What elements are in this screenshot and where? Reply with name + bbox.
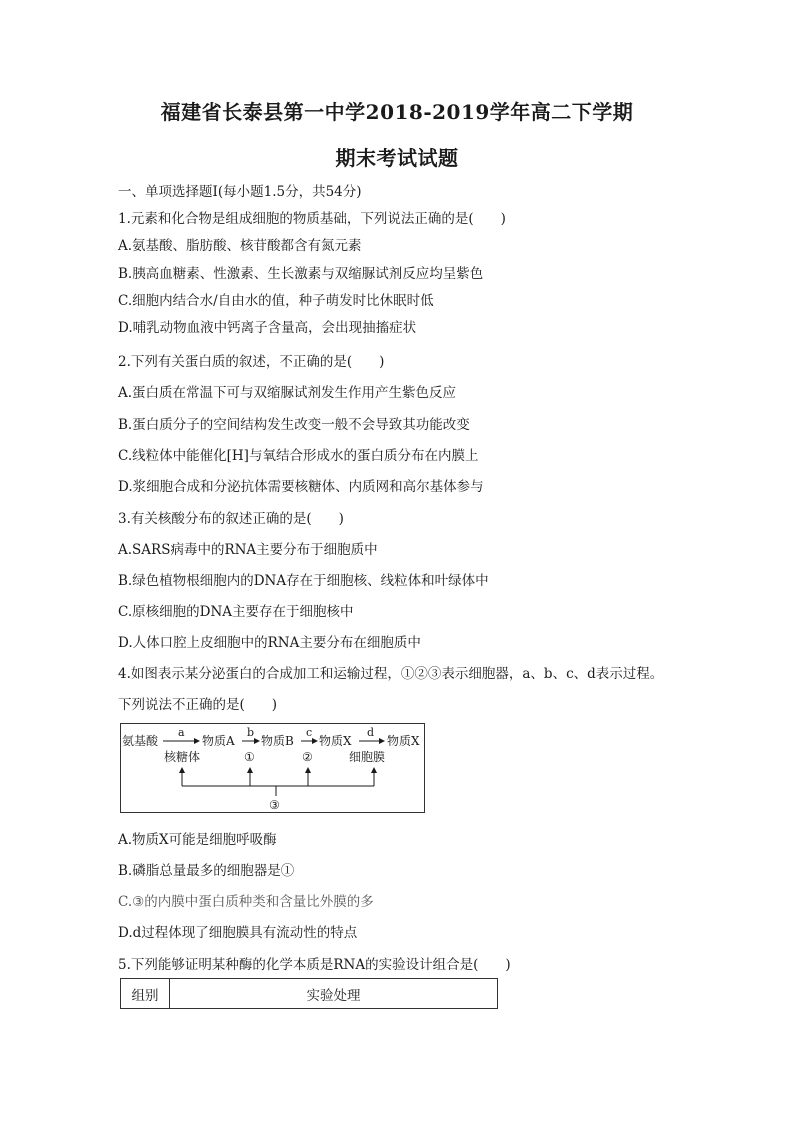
node-amino-acid: 氨基酸 bbox=[122, 734, 159, 748]
under-ribosome: 核糖体 bbox=[164, 750, 201, 764]
question-2-option-d: D.浆细胞合成和分泌抗体需要核糖体、内质网和高尔基体参与 bbox=[118, 479, 484, 495]
question-3-option-d: D.人体口腔上皮细胞中的RNA主要分布在细胞质中 bbox=[118, 635, 421, 651]
question-1-option-d: D.哺乳动物血液中钙离子含量高，会出现抽搐症状 bbox=[118, 320, 417, 336]
table-header-group: 组别 bbox=[121, 979, 170, 1008]
question-3-stem: 3.有关核酸分布的叙述正确的是( ) bbox=[118, 511, 344, 527]
question-2-option-c: C.线粒体中能催化[H]与氧结合形成水的蛋白质分布在内膜上 bbox=[118, 448, 479, 464]
question-2-stem: 2.下列有关蛋白质的叙述，不正确的是( ) bbox=[118, 354, 385, 370]
question-3-option-b: B.绿色植物根细胞内的DNA存在于细胞核、线粒体和叶绿体中 bbox=[118, 573, 489, 589]
question-1-option-a: A.氨基酸、脂肪酸、核苷酸都含有氮元素 bbox=[118, 238, 362, 254]
question-5-stem: 5.下列能够证明某种酶的化学本质是RNA的实验设计组合是( ) bbox=[118, 957, 511, 973]
under-cell-membrane: 细胞膜 bbox=[349, 750, 386, 764]
step-d-label: d bbox=[367, 726, 375, 739]
question-4-stem-cont: 下列说法不正确的是( ) bbox=[118, 697, 278, 713]
step-c-label: c bbox=[306, 726, 313, 739]
question-2-option-b: B.蛋白质分子的空间结构发生改变一般不会导致其功能改变 bbox=[118, 417, 470, 433]
question-4-option-c: C.③的内膜中蛋白质种类和含量比外膜的多 bbox=[118, 894, 374, 910]
protein-secretion-diagram bbox=[120, 723, 425, 813]
question-3-option-c: C.原核细胞的DNA主要存在于细胞核中 bbox=[118, 604, 354, 620]
under-organelle-1: ① bbox=[244, 750, 255, 764]
question-4-option-a: A.物质X可能是细胞呼吸酶 bbox=[118, 832, 277, 848]
node-substance-a: 物质A bbox=[202, 734, 235, 748]
experiment-table bbox=[120, 978, 498, 1009]
node-substance-x2: 物质X bbox=[387, 734, 420, 748]
exam-title-line2: 期末考试试题 bbox=[335, 146, 459, 170]
step-b-label: b bbox=[247, 726, 255, 739]
table-header-treatment: 实验处理 bbox=[306, 987, 361, 1004]
question-2-option-a: A.蛋白质在常温下可与双缩脲试剂发生作用产生紫色反应 bbox=[118, 385, 457, 401]
question-1-option-c: C.细胞内结合水/自由水的值，种子萌发时比休眠时低 bbox=[118, 293, 434, 309]
question-4-stem: 4.如图表示某分泌蛋白的合成加工和运输过程，①②③表示细胞器，a、b、c、d表示过程。 bbox=[118, 666, 664, 682]
node-substance-x1: 物质X bbox=[319, 734, 352, 748]
node-substance-b: 物质B bbox=[261, 734, 294, 748]
question-4-option-d: D.d过程体现了细胞膜具有流动性的特点 bbox=[118, 925, 358, 941]
step-a-label: a bbox=[178, 726, 185, 739]
question-1-stem: 1.元素和化合物是组成细胞的物质基础，下列说法正确的是( ) bbox=[118, 211, 506, 227]
section-heading: 一、单项选择题Ⅰ(每小题1.5分，共54分) bbox=[118, 184, 362, 200]
exam-title-line1: 福建省长泰县第一中学2018-2019学年高二下学期 bbox=[160, 100, 634, 124]
question-1-option-b: B.胰高血糖素、性激素、生长激素与双缩脲试剂反应均呈紫色 bbox=[118, 266, 484, 282]
under-organelle-2: ② bbox=[302, 750, 313, 764]
question-3-option-a: A.SARS病毒中的RNA主要分布于细胞质中 bbox=[118, 542, 378, 558]
bottom-organelle-3: ③ bbox=[269, 798, 280, 812]
question-4-option-b: B.磷脂总量最多的细胞器是① bbox=[118, 863, 295, 879]
